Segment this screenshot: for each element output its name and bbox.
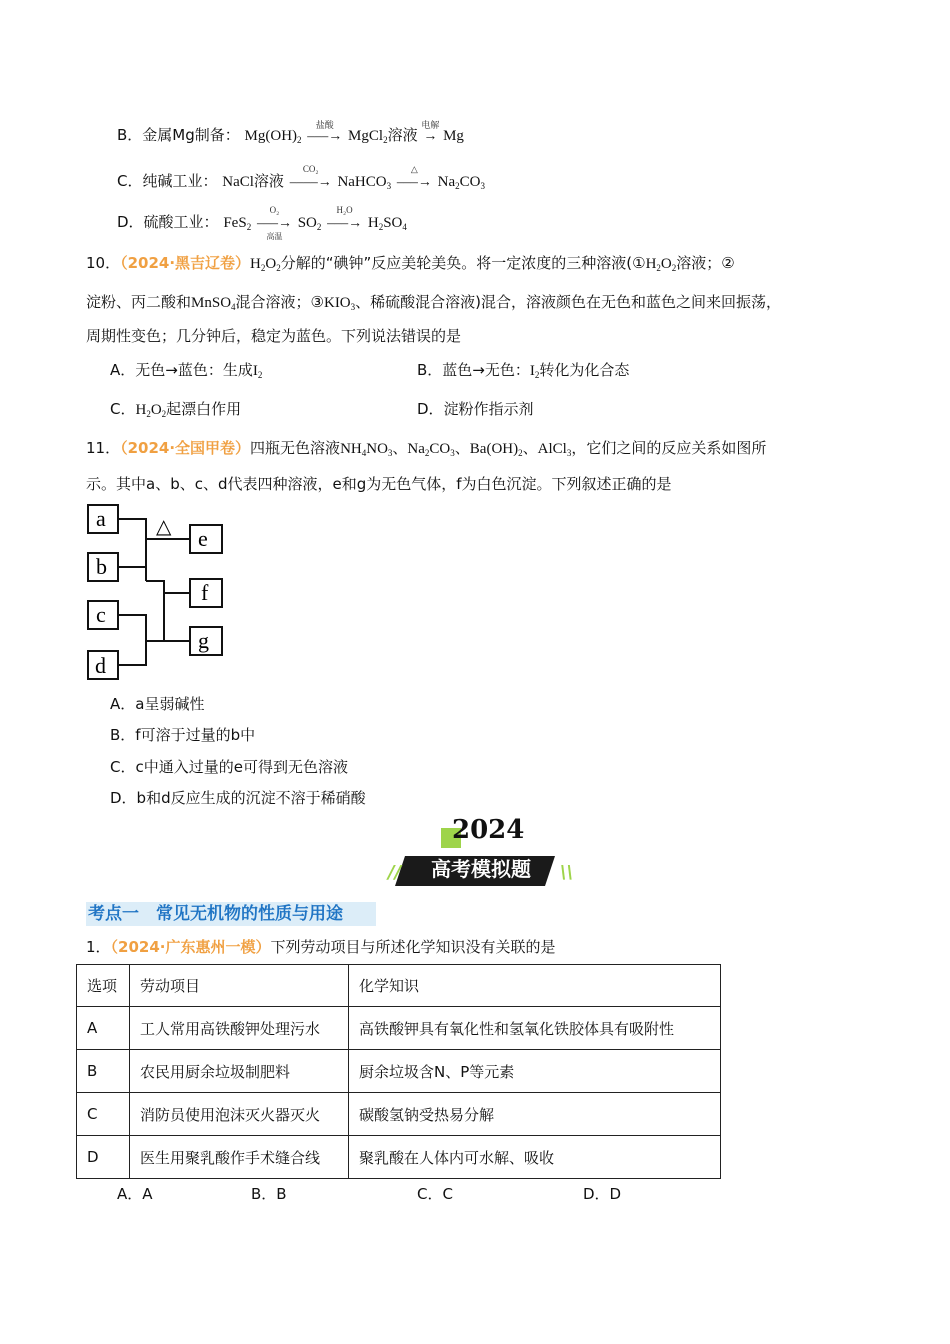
q1-option-a: A．A (117, 1185, 153, 1203)
label-e: e (198, 526, 208, 551)
label-d: d (95, 653, 106, 678)
q11-option-a: A．a呈弱碱性 (110, 695, 205, 713)
table-header-cell: 化学知识 (349, 965, 721, 1007)
q1-option-d: D．D (583, 1185, 622, 1203)
formula: $Mg(OH)_2$ 盐酸 –––→ MgCl$_2$溶液 电解 → Mg (244, 120, 464, 145)
table-cell: C (77, 1093, 130, 1136)
heat-symbol: △ (156, 516, 172, 538)
q10-option-c: C．$H_2O_2$起漂白作用 (110, 400, 242, 419)
label-b: b (96, 554, 107, 579)
option-label: D．硫酸工业： (117, 213, 219, 231)
q9-option-d (117, 205, 407, 241)
q9-option-b (117, 120, 464, 145)
reaction-arrow: H₂O –––→ (327, 205, 363, 231)
q10-line1: 10．（2024·黑吉辽卷）$H_2O_2$分解的“碘钟”反应美轮美奂。将一定浓度的三种溶液($①H_2O_2$溶液；② (86, 254, 735, 273)
q11-option-d: D．b和d反应生成的沉淀不溶于稀硝酸 (110, 789, 366, 807)
label-g: g (198, 628, 209, 653)
q1-table (76, 964, 721, 1179)
question-source: （2024·全国甲卷） (120, 439, 251, 457)
q10-option-d: D．淀粉作指示剂 (417, 400, 534, 418)
q9-option-c (117, 164, 485, 191)
label-c: c (96, 602, 106, 627)
question-source: （2024·黑吉辽卷） (120, 254, 251, 272)
question-source: （2024·广东惠州一模） (110, 938, 271, 956)
table-cell: 高铁酸钾具有氧化性和氢氧化铁胶体具有吸附性 (349, 1007, 721, 1050)
table-row (77, 1136, 721, 1179)
section-title: 考点一 常见无机物的性质与用途 (86, 902, 376, 926)
table-cell: 工人常用高铁酸钾处理污水 (130, 1007, 349, 1050)
q1-stem: 1．（2024·广东惠州一模）下列劳动项目与所述化学知识没有关联的是 (86, 938, 556, 956)
table-cell: 农民用厨余垃圾制肥料 (130, 1050, 349, 1093)
table-cell: A (77, 1007, 130, 1050)
table-header-cell: 选项 (77, 965, 130, 1007)
reaction-arrow: O₂ 高温 –––→ (256, 205, 292, 241)
banner-deco-right: \\ (560, 862, 574, 883)
table-cell: D (77, 1136, 130, 1179)
q10-option-b: B．蓝色→无色：$I_2$转化为化合态 (417, 361, 630, 380)
banner-deco-left: // (388, 862, 402, 883)
label-a: a (96, 506, 106, 531)
table-cell: 医生用聚乳酸作手术缝合线 (130, 1136, 349, 1179)
banner-title: 高考模拟题 (431, 857, 531, 881)
table-row (77, 1050, 721, 1093)
table-cell: 厨余垃圾含N、P等元素 (349, 1050, 721, 1093)
reaction-arrow: 电解 → (421, 120, 440, 144)
table-header-row (77, 965, 721, 1007)
table-row (77, 1093, 721, 1136)
table-cell: 消防员使用泡沫灭火器灭火 (130, 1093, 349, 1136)
q1-option-c: C．C (417, 1185, 453, 1203)
label-f: f (201, 580, 209, 605)
reaction-diagram (86, 503, 236, 681)
option-label: B．金属Mg制备： (117, 126, 240, 144)
q11-line2: 示。其中a、b、c、d代表四种溶液，e和g为无色气体，f为白色沉淀。下列叙述正确的是 (86, 475, 672, 493)
table-cell: 聚乳酸在人体内可水解、吸收 (349, 1136, 721, 1179)
table-row (77, 1007, 721, 1050)
q1-option-b: B．B (251, 1185, 287, 1203)
q10-line3: 周期性变色；几分钟后，稳定为蓝色。下列说法错误的是 (86, 327, 462, 345)
table-cell: 碳酸氢钠受热易分解 (349, 1093, 721, 1136)
reaction-arrow: △ –––→ (396, 164, 432, 190)
q11-option-b: B．f可溶于过量的b中 (110, 726, 256, 744)
table-header-cell: 劳动项目 (130, 965, 349, 1007)
q11-option-c: C．c中通入过量的e可得到无色溶液 (110, 758, 348, 776)
reaction-arrow: 盐酸 –––→ (307, 120, 343, 144)
reaction-arrow: CO₂ ––––→ (289, 164, 332, 190)
banner-year: 2024 (452, 815, 525, 845)
table-cell: B (77, 1050, 130, 1093)
formula: NaCl溶液 CO₂ ––––→ NaHCO$_3$ △ –––→ $Na_2CO_3$ (222, 164, 485, 191)
q11-line1: 11．（2024·全国甲卷）四瓶无色溶液$NH_4NO_3$、$Na_2CO_3$、$Ba(OH)_2$、AlCl$_3$，它们之间的反应关系如图所 (86, 439, 767, 458)
q10-option-a: A．无色→蓝色：生成$I_2$ (110, 361, 263, 380)
q10-line2: 淀粉、丙二酸和MnSO$_4$混合溶液；$③KIO_3$、稀硫酸混合溶液)混合，溶液颜色在无色和蓝色之间来回振荡， (86, 293, 782, 312)
option-label: C．纯碱工业： (117, 172, 218, 190)
formula: FeS$_2$ O₂ 高温 –––→ $SO_2$ H₂O –––→ $H_2SO_4$ (223, 205, 407, 241)
